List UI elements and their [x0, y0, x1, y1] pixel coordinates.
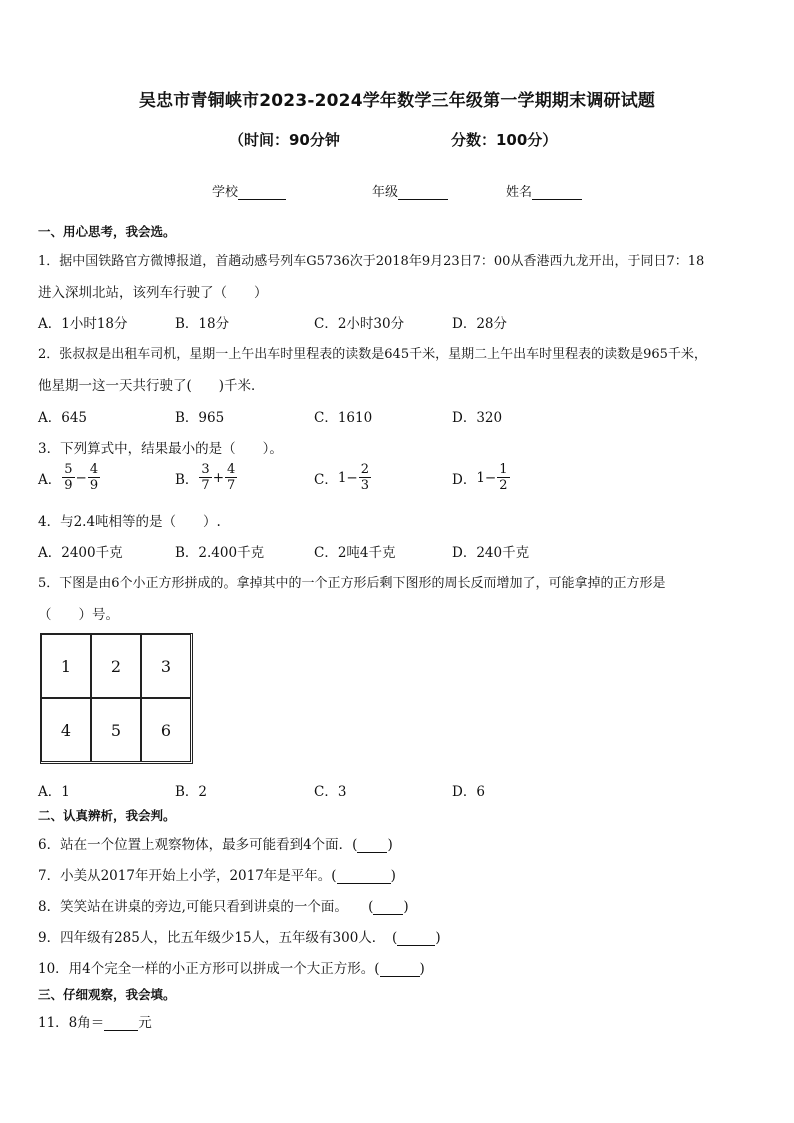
square-cell-3: 3 — [141, 634, 191, 698]
q1-option-c[interactable]: C．2小时30分 — [314, 316, 405, 332]
q7-item — [38, 864, 396, 884]
q3-option-d[interactable] — [452, 462, 511, 493]
exam-time: （时间：90分钟 — [229, 131, 340, 149]
q2-option-a[interactable]: A．645 — [38, 410, 88, 426]
q3-option-c[interactable] — [314, 462, 372, 493]
q7-close-paren: ) — [390, 868, 396, 884]
square-cell-6: 6 — [141, 698, 191, 762]
q1-text-line1: 1．据中国铁路官方微博报道，首趟动感号列车G5736次于2018年9月23日7：00从香港西九龙开出，于同日7：18 — [38, 254, 705, 269]
name-field — [506, 181, 582, 200]
q7-answer-blank[interactable] — [337, 870, 391, 884]
q4-text-line1: 4．与2.4吨相等的是（ ）. — [38, 514, 221, 530]
q9-text: 9．四年级有285人，比五年级少15人，五年级有300人． ( — [38, 930, 398, 946]
school-field — [212, 181, 286, 200]
square-cell-2: 2 — [91, 634, 141, 698]
q3-a-label: A． — [38, 471, 62, 488]
q5-option-a[interactable]: A．1 — [38, 784, 70, 800]
q3-d-prefix: 1− — [476, 469, 497, 486]
q3-a-fraction-1: $\frac{5}{9}$ — [64, 462, 73, 493]
q6-close-paren: ) — [387, 837, 393, 853]
section-heading-judge: 二、认真辨析，我会判。 — [38, 808, 176, 823]
name-label: 姓名 — [506, 185, 533, 200]
q2-option-d[interactable]: D．320 — [452, 410, 503, 426]
q3-c-prefix: 1− — [337, 469, 358, 486]
q3-text-line1: 3．下列算式中，结果最小的是（ ）。 — [38, 441, 283, 457]
q3-b-operator: + — [212, 469, 225, 486]
q11-item — [38, 1011, 152, 1031]
q3-a-operator: − — [75, 469, 87, 486]
q6-item — [38, 833, 393, 853]
q9-answer-blank[interactable] — [397, 932, 435, 946]
q2-text-line1: 2．张叔叔是出租车司机，星期一上午出车时里程表的读数是645千米，星期二上午出车时里程表的读数是965千米， — [38, 347, 707, 362]
page-title: 吴忠市青铜峡市2023-2024学年数学三年级第一学期期末调研试题 — [138, 91, 656, 111]
q3-c-fraction: $\frac{2}{3}$ — [360, 462, 370, 493]
q11-unit: 元 — [138, 1015, 152, 1031]
q3-b-label: B． — [175, 471, 199, 488]
q3-d-label: D． — [452, 471, 477, 488]
q3-option-b[interactable] — [175, 462, 238, 493]
q9-close-paren: ) — [435, 930, 441, 946]
q3-a-fraction-2: $\frac{4}{9}$ — [89, 462, 99, 493]
q9-item — [38, 926, 441, 946]
q3-b-fraction-2: $\frac{4}{7}$ — [227, 462, 236, 493]
q4-option-a[interactable]: A．2400千克 — [38, 545, 123, 561]
square-cell-5: 5 — [91, 698, 141, 762]
q6-answer-blank[interactable] — [357, 839, 387, 853]
q5-option-c[interactable]: C．3 — [314, 784, 347, 800]
name-blank[interactable] — [532, 185, 582, 200]
q4-option-d[interactable]: D．240千克 — [452, 545, 530, 561]
q10-text: 10．用4个完全一样的小正方形可以拼成一个大正方形。( — [38, 961, 380, 977]
q1-option-a[interactable]: A．1小时18分 — [38, 316, 128, 332]
q7-text: 7．小美从2017年开始上小学，2017年是平年。( — [38, 868, 337, 884]
q3-d-fraction: $\frac{1}{2}$ — [499, 462, 508, 493]
section-heading-choice: 一、用心思考，我会选。 — [38, 224, 176, 239]
q2-text-line2: 他星期一这一天共行驶了( )千米． — [38, 378, 265, 394]
q2-option-c[interactable]: C．1610 — [314, 410, 373, 426]
q1-option-d[interactable]: D．28分 — [452, 316, 508, 332]
exam-score: 分数：100分） — [451, 131, 558, 149]
school-blank[interactable] — [238, 185, 286, 200]
q8-answer-blank[interactable] — [373, 901, 403, 915]
six-square-figure — [40, 633, 193, 764]
q1-text-line2: 进入深圳北站，该列车行驶了（ ） — [38, 285, 268, 301]
q10-item — [38, 957, 425, 977]
q11-answer-blank[interactable] — [104, 1017, 138, 1031]
q5-option-b[interactable]: B．2 — [175, 784, 208, 800]
grade-label: 年级 — [372, 185, 399, 200]
section-heading-fill: 三、仔细观察，我会填。 — [38, 987, 176, 1002]
q8-text: 8．笑笑站在讲桌的旁边,可能只看到讲桌的一个面。 ( — [38, 899, 374, 915]
q3-option-a[interactable] — [38, 462, 101, 493]
q4-option-b[interactable]: B．2.400千克 — [175, 545, 265, 561]
grade-field — [372, 181, 448, 200]
q10-answer-blank[interactable] — [380, 963, 420, 977]
q8-item — [38, 895, 409, 915]
school-label: 学校 — [212, 185, 239, 200]
q6-text: 6．站在一个位置上观察物体，最多可能看到4个面．( — [38, 837, 358, 853]
q5-text-line2: （ ）号。 — [38, 607, 119, 623]
q5-option-d[interactable]: D．6 — [452, 784, 485, 800]
q1-option-b[interactable]: B．18分 — [175, 316, 230, 332]
square-cell-4: 4 — [41, 698, 91, 762]
q3-b-fraction-1: $\frac{3}{7}$ — [201, 462, 210, 493]
q3-c-label: C． — [314, 471, 338, 488]
q11-text: 11．8角＝ — [38, 1015, 105, 1031]
q2-option-b[interactable]: B．965 — [175, 410, 225, 426]
grade-blank[interactable] — [398, 185, 448, 200]
q4-option-c[interactable]: C．2吨4千克 — [314, 545, 396, 561]
q5-text-line1: 5．下图是由6个小正方形拼成的。拿掉其中的一个正方形后剩下图形的周长反而增加了，可能拿掉的正方形是 — [38, 576, 666, 591]
q8-close-paren: ) — [403, 899, 409, 915]
q10-close-paren: ) — [419, 961, 425, 977]
square-cell-1: 1 — [41, 634, 91, 698]
